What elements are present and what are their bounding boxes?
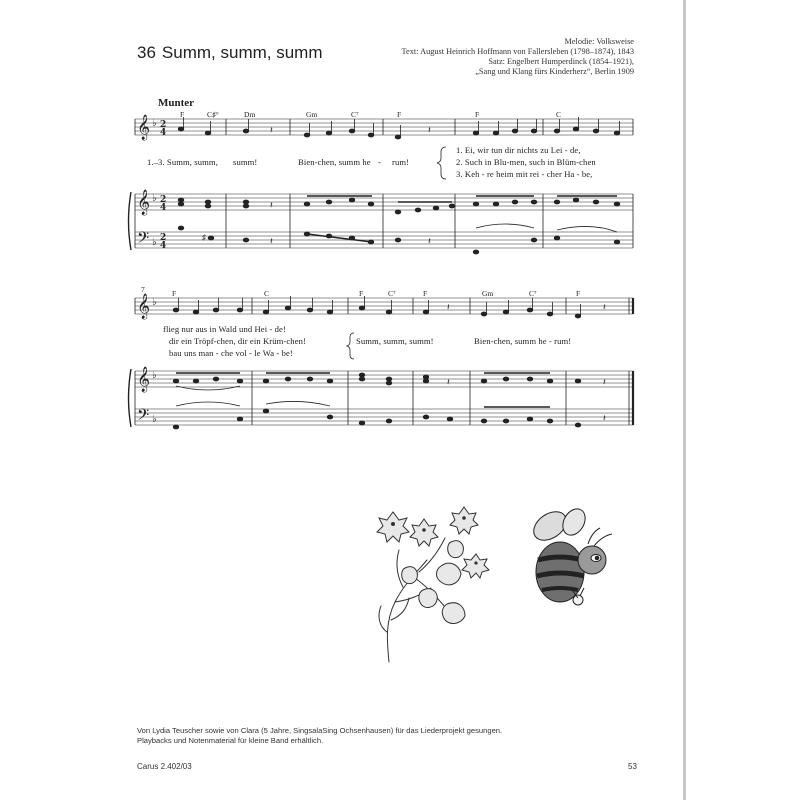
svg-text:𝄽: 𝄽 — [428, 236, 431, 246]
bee-icon — [522, 502, 622, 612]
measure-number: 7 — [141, 285, 145, 294]
verse-line: 2. Such in Blu-men, such in Blüm-chen — [456, 157, 596, 167]
svg-text:♭: ♭ — [152, 193, 157, 204]
svg-text:♭: ♭ — [152, 297, 157, 308]
svg-text:𝄞: 𝄞 — [137, 367, 151, 392]
svg-text:𝄽: 𝄽 — [270, 200, 273, 210]
piano-bass-staff-2 — [135, 409, 633, 425]
svg-text:𝄽: 𝄽 — [447, 377, 450, 387]
svg-text:𝄞: 𝄞 — [137, 294, 151, 319]
lyric: summ! — [233, 157, 258, 167]
svg-text:𝄽: 𝄽 — [428, 125, 431, 135]
chord: F — [180, 110, 185, 119]
chord: C♯° — [207, 110, 219, 119]
chord: F — [475, 110, 480, 119]
lyric: Bien-chen, summ he — [298, 157, 371, 167]
chord: Gm — [482, 289, 494, 298]
refrain: Bien-chen, summ he - rum! — [474, 336, 572, 346]
chord: C⁷ — [529, 289, 537, 298]
treble-clef-icon: 𝄞 — [137, 115, 151, 140]
credit-arrangement: Satz: Engelbert Humperdinck (1854–1921), — [488, 57, 634, 66]
svg-text:♭: ♭ — [152, 414, 157, 425]
svg-text:♭: ♭ — [152, 237, 157, 248]
credit-melody: Melodie: Volksweise — [564, 37, 634, 46]
chord: Gm — [306, 110, 318, 119]
svg-text:4: 4 — [160, 241, 167, 251]
svg-text:𝄞: 𝄞 — [137, 190, 151, 215]
lyric: 1.–3. Summ, summ, — [147, 157, 218, 167]
chord: C — [556, 110, 562, 119]
svg-text:4: 4 — [160, 203, 167, 213]
melody-staff-2 — [135, 298, 633, 314]
verse-line: bau uns man - che vol - le Wa - be! — [169, 348, 293, 358]
page-number: 53 — [628, 762, 637, 771]
svg-text:𝄢: 𝄢 — [137, 406, 150, 428]
song-title-text: Summ, summ, summ — [161, 43, 323, 62]
credit-text: Text: August Heinrich Hoffmann von Fallersleben (1798–1874), 1843 — [401, 47, 634, 56]
verse-brace-2 — [347, 333, 354, 359]
svg-text:𝄽: 𝄽 — [603, 302, 606, 312]
svg-text:2: 2 — [160, 195, 167, 205]
recording-note-line1: Von Lydia Teuscher sowie von Clara (5 Jahre, SingsalaSing Ochsenhausen) für das Liederprojekt gesungen. — [137, 726, 503, 735]
verse-line: 1. Ei, wir tun dir nichts zu Lei - de, — [456, 145, 581, 155]
chord: F — [359, 289, 364, 298]
svg-text:𝄽: 𝄽 — [270, 125, 273, 135]
verse-line: flieg nur aus in Wald und Hei - de! — [163, 324, 286, 334]
svg-text:♭: ♭ — [152, 370, 157, 381]
tempo-marking: Munter — [158, 97, 195, 109]
chord: F — [397, 110, 402, 119]
svg-text:4: 4 — [160, 128, 167, 138]
chord: C⁷ — [351, 110, 359, 119]
svg-text:2: 2 — [160, 233, 167, 243]
svg-text:𝄽: 𝄽 — [447, 302, 450, 312]
verse-brace — [437, 147, 446, 179]
melody-notes-2 — [173, 296, 606, 318]
svg-text:𝄽: 𝄽 — [603, 413, 606, 423]
verse-line: dir ein Tröpf-chen, dir ein Krüm-chen! — [169, 336, 306, 346]
chord: F — [172, 289, 177, 298]
refrain: Summ, summ, summ! — [356, 336, 434, 346]
credit-source: „Sang und Klang fürs Kinderherz“, Berlin 1909 — [475, 67, 634, 76]
recording-note — [137, 726, 502, 746]
svg-text:𝄽: 𝄽 — [603, 377, 606, 387]
piano-notes-1 — [178, 196, 620, 254]
verse-line: 3. Keh - re heim mit rei - cher Ha - be, — [456, 169, 593, 179]
chord: C⁷ — [388, 289, 396, 298]
song-number: 36 — [137, 43, 156, 62]
chord: F — [576, 289, 581, 298]
svg-text:𝄢: 𝄢 — [137, 229, 150, 251]
svg-text:♯: ♯ — [202, 233, 206, 242]
chord: C — [264, 289, 270, 298]
chord: F — [423, 289, 428, 298]
lyric: rum! — [392, 157, 410, 167]
piano-notes-2 — [173, 373, 606, 429]
svg-text:♭: ♭ — [152, 118, 157, 129]
recording-note-line2: Playbacks und Notenmaterial für kleine Band erhältlich. — [137, 736, 324, 745]
catalog-number: Carus 2.402/03 — [137, 762, 192, 771]
svg-text:2: 2 — [160, 120, 167, 130]
flower-sprig-icon — [375, 502, 515, 667]
svg-text:𝄽: 𝄽 — [270, 236, 273, 246]
chord: Dm — [244, 110, 256, 119]
lyric: - — [378, 157, 381, 167]
melody-notes-1 — [178, 117, 620, 139]
